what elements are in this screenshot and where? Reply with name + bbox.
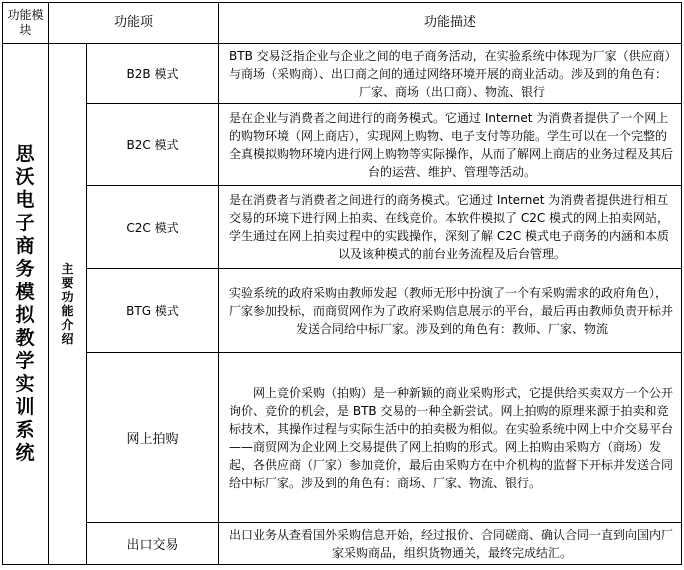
desc-auction: 网上竞价采购（拍购）是一种新颖的商业采购形式，它提供给买卖双方一个公开询价、竞价的机会，是 BTB 交易的一种全新尝试。网上拍购的原理来源于拍卖和竞标技术，其操作过程与实际生活中的拍卖极为相似。在实验系统中网上中介交易平台——商贸网为企业网上交易提供了网上拍购的形式。网上拍购由采购方（商场）发起，各供应商（厂家）参加竞价，最后由采购方在中介机构的监督下开标并发送合同给中标厂家。涉及到的角色有：商场、厂家、物流、银行。 [219, 353, 682, 523]
item-btg: BTG 模式 [87, 269, 219, 353]
module-name: 思沃电子商务模拟教学实训系统 [3, 44, 49, 565]
desc-b2c: 是在企业与消费者之间进行的商务模式。它通过 Internet 为消费者提供了一个网上的购物环境（网上商店），实现网上购物、电子支付等功能。学生可以在一个完整的全真模拟购物环境内进行网上购物等实际操作，从而了解网上商店的业务过程及其后台的运营、维护、管理等活动。 [219, 104, 682, 186]
table-row-c2c [3, 186, 682, 269]
table-row-export [3, 523, 682, 565]
header-description: 功能描述 [219, 3, 682, 44]
table-row-b2c [3, 104, 682, 186]
header-module: 功能模块 [3, 3, 49, 44]
item-b2b: B2B 模式 [87, 44, 219, 104]
function-table [2, 2, 682, 565]
item-c2c: C2C 模式 [87, 186, 219, 269]
desc-export: 出口业务从查看国外采购信息开始，经过报价、合同磋商、确认合同一直到向国内厂家采购商品，组织货物通关，最终完成结汇。 [219, 523, 682, 565]
item-auction: 网上拍购 [87, 353, 219, 523]
desc-btg: 实验系统的政府采购由教师发起（教师无形中扮演了一个有采购需求的政府角色），厂家参加投标，而商贸网作为了政府采购信息展示的平台，最后再由教师负责开标并发送合同给中标厂家。涉及到的角色有：教师、厂家、物流 [219, 269, 682, 353]
header-row [3, 3, 682, 44]
table-row-b2b [3, 44, 682, 104]
item-export: 出口交易 [87, 523, 219, 565]
desc-c2c: 是在消费者与消费者之间进行的商务模式。它通过 Internet 为消费者提供进行相互交易的环境下进行网上拍卖、在线竞价。本软件模拟了 C2C 模式的网上拍卖网站，学生通过在网上拍卖过程中的实践操作，深刻了解 C2C 模式电子商务的内涵和本质以及该种模式的前台业务流程及后台管理。 [219, 186, 682, 269]
desc-b2b: BTB 交易泛指企业与企业之间的电子商务活动，在实验系统中体现为厂家（供应商）与商场（采购商）、出口商之间的通过网络环境开展的商业活动。涉及到的角色有：厂家、商场（出口商）、物流、银行 [219, 44, 682, 104]
sub-category: 主要功能介绍 [49, 44, 87, 565]
table-row-auction [3, 353, 682, 523]
table-row-btg [3, 269, 682, 353]
header-item: 功能项 [49, 3, 219, 44]
item-b2c: B2C 模式 [87, 104, 219, 186]
